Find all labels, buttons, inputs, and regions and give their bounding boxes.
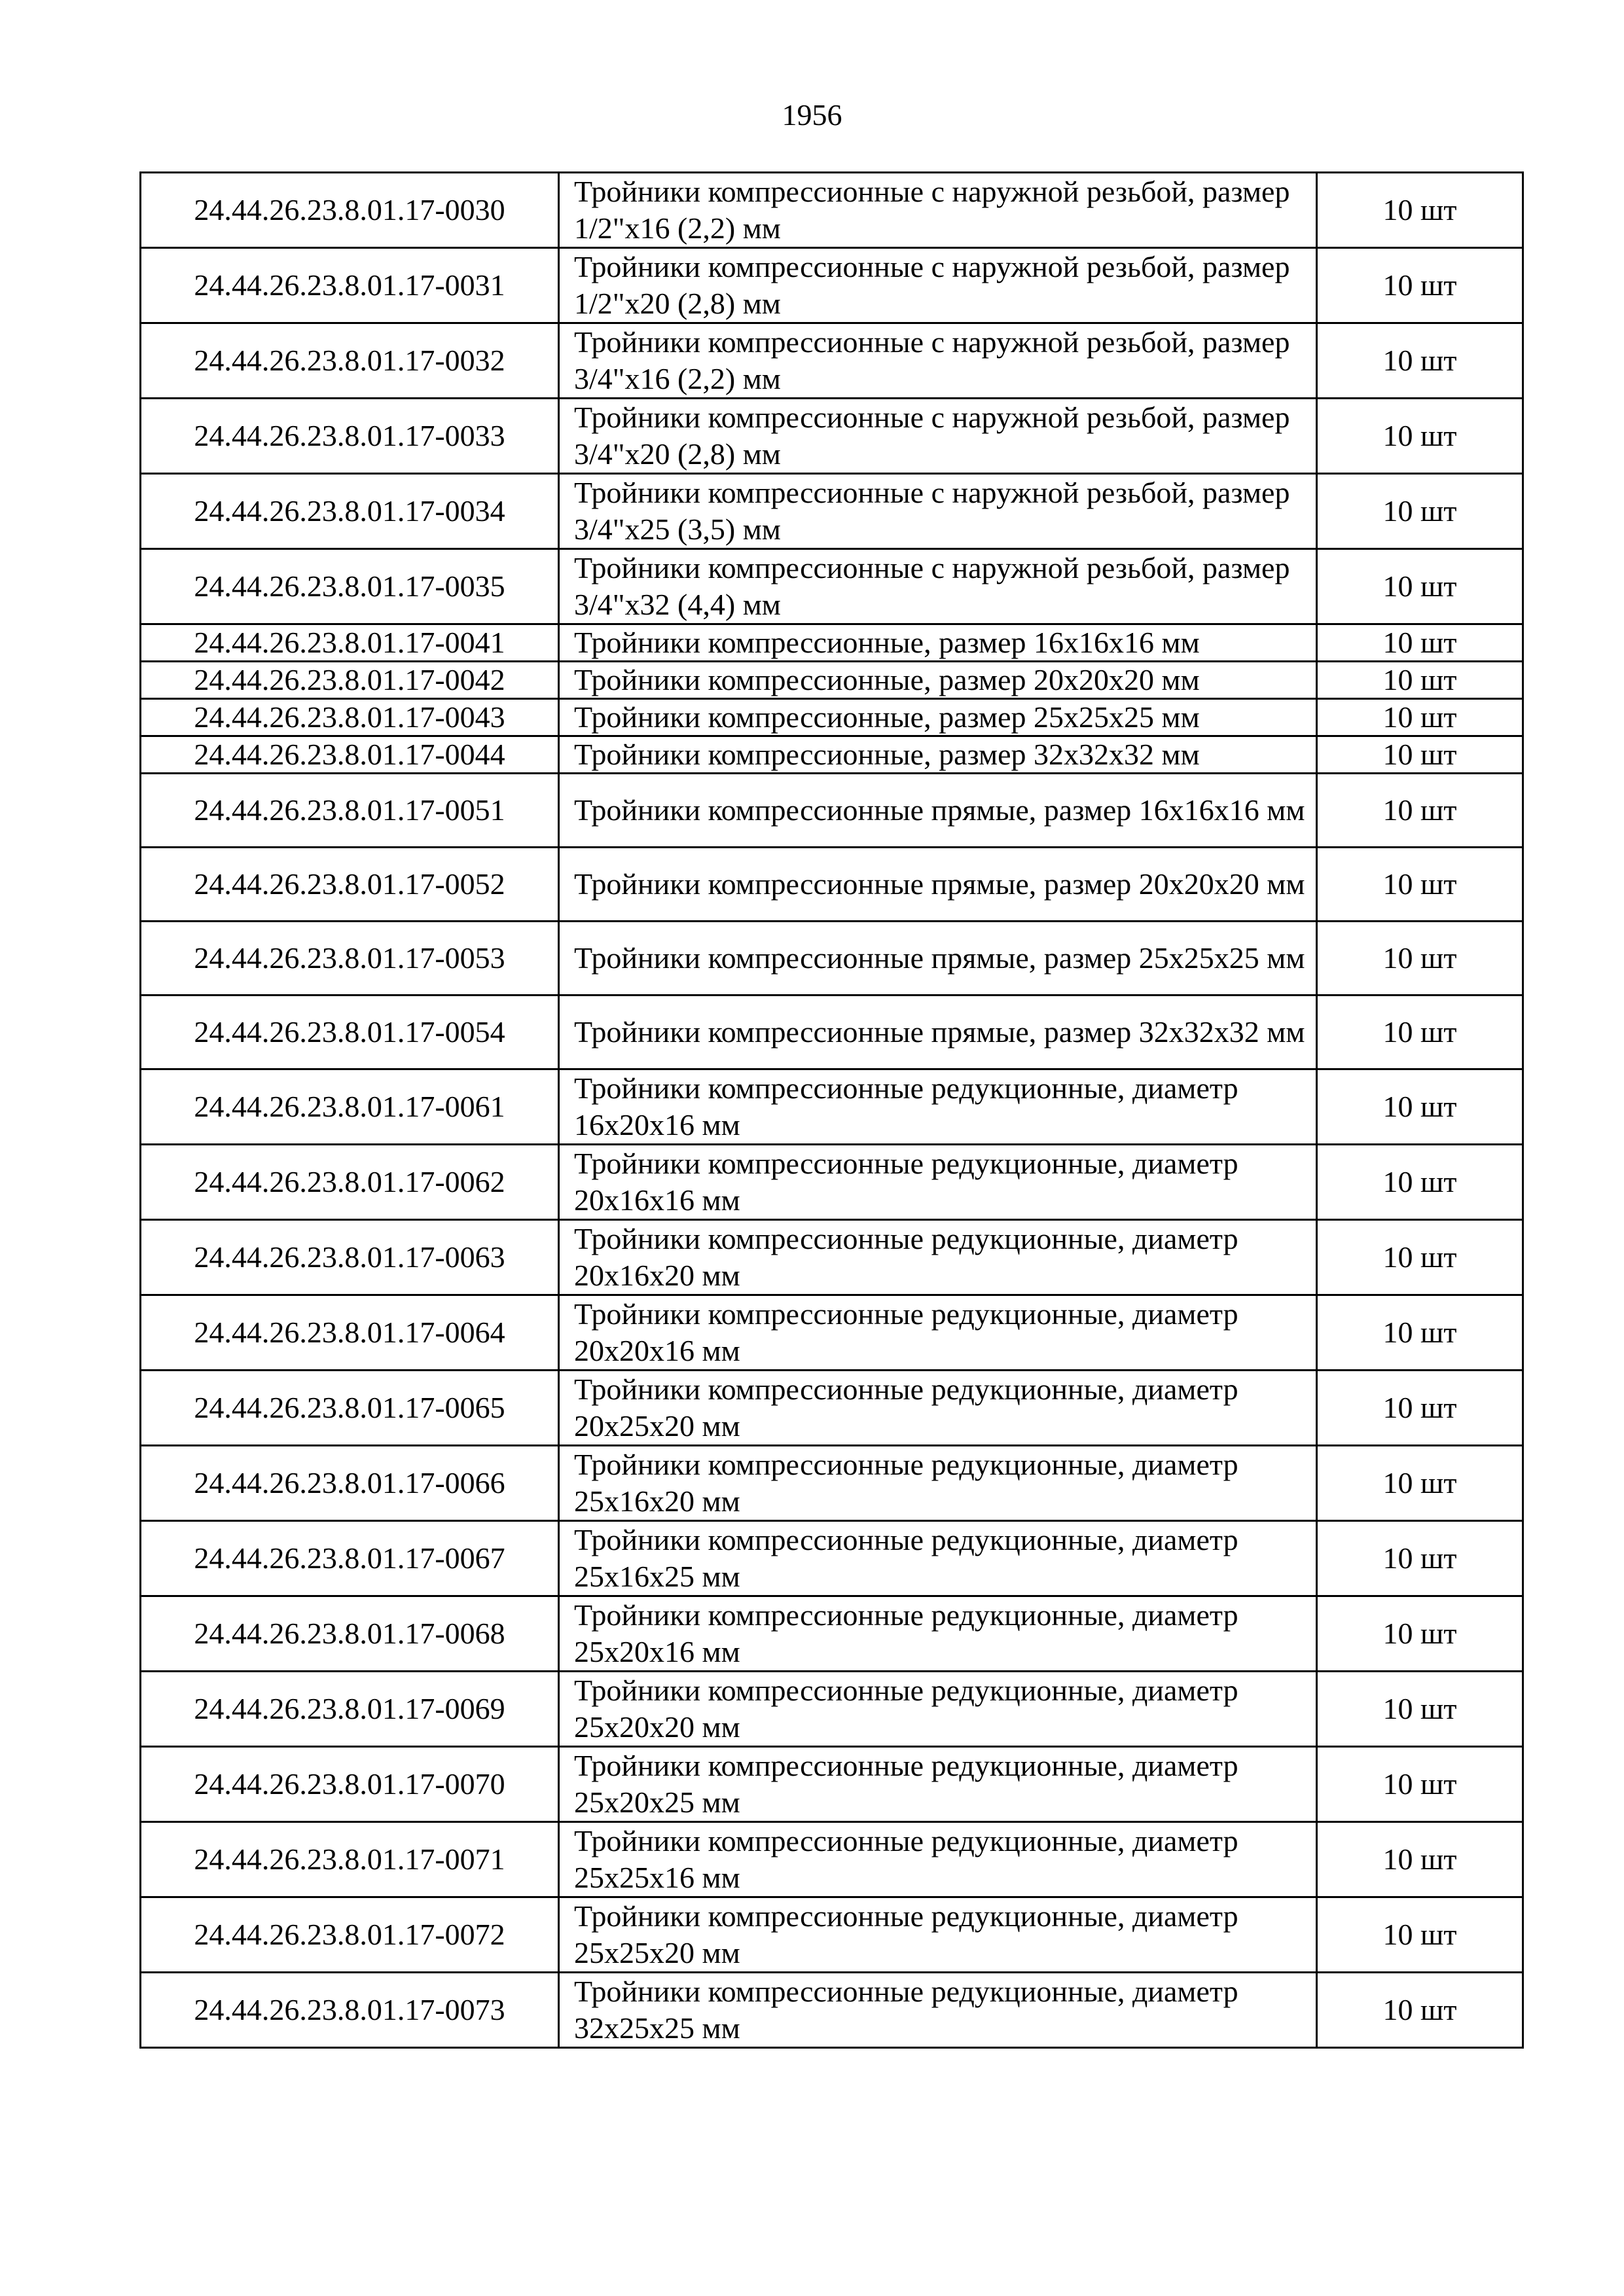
item-name: Тройники компрессионные с наружной резьбой, размер 3/4"х25 (3,5) мм: [559, 474, 1317, 549]
item-quantity: 10 шт: [1317, 248, 1523, 323]
item-quantity: 10 шт: [1317, 699, 1523, 736]
item-name: Тройники компрессионные с наружной резьбой, размер 3/4"х20 (2,8) мм: [559, 399, 1317, 474]
item-code: 24.44.26.23.8.01.17-0035: [141, 549, 559, 624]
item-code: 24.44.26.23.8.01.17-0054: [141, 996, 559, 1069]
item-code: 24.44.26.23.8.01.17-0064: [141, 1295, 559, 1371]
item-quantity: 10 шт: [1317, 1596, 1523, 1672]
item-name: Тройники компрессионные с наружной резьбой, размер 3/4"х16 (2,2) мм: [559, 323, 1317, 399]
item-name: Тройники компрессионные, размер 32х32х32 мм: [559, 736, 1317, 774]
item-code: 24.44.26.23.8.01.17-0069: [141, 1672, 559, 1747]
item-code: 24.44.26.23.8.01.17-0030: [141, 173, 559, 248]
table-row: [141, 996, 1523, 1069]
item-code: 24.44.26.23.8.01.17-0034: [141, 474, 559, 549]
table-row: [141, 699, 1523, 736]
item-quantity: 10 шт: [1317, 173, 1523, 248]
item-name: Тройники компрессионные, размер 20х20х20 мм: [559, 662, 1317, 699]
table-row: [141, 922, 1523, 996]
item-code: 24.44.26.23.8.01.17-0072: [141, 1897, 559, 1973]
item-code: 24.44.26.23.8.01.17-0031: [141, 248, 559, 323]
item-name: Тройники компрессионные прямые, размер 20х20х20 мм: [559, 848, 1317, 922]
table-row: [141, 1446, 1523, 1521]
item-quantity: 10 шт: [1317, 848, 1523, 922]
catalog-table-body: [141, 173, 1523, 2048]
item-name: Тройники компрессионные редукционные, диаметр 25х16х25 мм: [559, 1521, 1317, 1596]
table-row: [141, 1822, 1523, 1897]
item-quantity: 10 шт: [1317, 774, 1523, 848]
table-row: [141, 1897, 1523, 1973]
item-name: Тройники компрессионные редукционные, диаметр 25х20х16 мм: [559, 1596, 1317, 1672]
item-name: Тройники компрессионные редукционные, диаметр 25х25х20 мм: [559, 1897, 1317, 1973]
item-name: Тройники компрессионные с наружной резьбой, размер 1/2"х20 (2,8) мм: [559, 248, 1317, 323]
table-row: [141, 848, 1523, 922]
item-quantity: 10 шт: [1317, 1145, 1523, 1220]
table-row: [141, 399, 1523, 474]
item-name: Тройники компрессионные редукционные, диаметр 25х16х20 мм: [559, 1446, 1317, 1521]
table-row: [141, 1145, 1523, 1220]
item-name: Тройники компрессионные с наружной резьбой, размер 3/4"х32 (4,4) мм: [559, 549, 1317, 624]
table-row: [141, 248, 1523, 323]
item-quantity: 10 шт: [1317, 1672, 1523, 1747]
item-quantity: 10 шт: [1317, 1747, 1523, 1822]
item-code: 24.44.26.23.8.01.17-0051: [141, 774, 559, 848]
table-row: [141, 736, 1523, 774]
item-code: 24.44.26.23.8.01.17-0063: [141, 1220, 559, 1295]
item-name: Тройники компрессионные, размер 16х16х16 мм: [559, 624, 1317, 662]
item-quantity: 10 шт: [1317, 549, 1523, 624]
table-row: [141, 1295, 1523, 1371]
item-quantity: 10 шт: [1317, 323, 1523, 399]
table-row: [141, 1521, 1523, 1596]
item-code: 24.44.26.23.8.01.17-0066: [141, 1446, 559, 1521]
item-name: Тройники компрессионные с наружной резьбой, размер 1/2"х16 (2,2) мм: [559, 173, 1317, 248]
item-quantity: 10 шт: [1317, 399, 1523, 474]
item-quantity: 10 шт: [1317, 1069, 1523, 1145]
item-name: Тройники компрессионные, размер 25х25х25 мм: [559, 699, 1317, 736]
table-row: [141, 323, 1523, 399]
item-code: 24.44.26.23.8.01.17-0043: [141, 699, 559, 736]
table-row: [141, 1747, 1523, 1822]
item-quantity: 10 шт: [1317, 1521, 1523, 1596]
item-code: 24.44.26.23.8.01.17-0068: [141, 1596, 559, 1672]
item-code: 24.44.26.23.8.01.17-0033: [141, 399, 559, 474]
item-code: 24.44.26.23.8.01.17-0073: [141, 1973, 559, 2048]
item-name: Тройники компрессионные редукционные, диаметр 16х20х16 мм: [559, 1069, 1317, 1145]
item-name: Тройники компрессионные прямые, размер 25х25х25 мм: [559, 922, 1317, 996]
item-code: 24.44.26.23.8.01.17-0052: [141, 848, 559, 922]
item-name: Тройники компрессионные редукционные, диаметр 25х20х25 мм: [559, 1747, 1317, 1822]
table-row: [141, 1973, 1523, 2048]
table-row: [141, 549, 1523, 624]
item-name: Тройники компрессионные редукционные, диаметр 25х25х16 мм: [559, 1822, 1317, 1897]
item-code: 24.44.26.23.8.01.17-0062: [141, 1145, 559, 1220]
item-quantity: 10 шт: [1317, 1897, 1523, 1973]
item-code: 24.44.26.23.8.01.17-0070: [141, 1747, 559, 1822]
item-code: 24.44.26.23.8.01.17-0053: [141, 922, 559, 996]
item-name: Тройники компрессионные редукционные, диаметр 20х20х16 мм: [559, 1295, 1317, 1371]
table-row: [141, 1672, 1523, 1747]
item-quantity: 10 шт: [1317, 1446, 1523, 1521]
item-name: Тройники компрессионные редукционные, диаметр 32х25х25 мм: [559, 1973, 1317, 2048]
table-row: [141, 774, 1523, 848]
item-name: Тройники компрессионные прямые, размер 32х32х32 мм: [559, 996, 1317, 1069]
item-quantity: 10 шт: [1317, 662, 1523, 699]
table-row: [141, 1069, 1523, 1145]
item-quantity: 10 шт: [1317, 1371, 1523, 1446]
item-code: 24.44.26.23.8.01.17-0044: [141, 736, 559, 774]
table-row: [141, 624, 1523, 662]
item-code: 24.44.26.23.8.01.17-0042: [141, 662, 559, 699]
item-code: 24.44.26.23.8.01.17-0061: [141, 1069, 559, 1145]
item-code: 24.44.26.23.8.01.17-0071: [141, 1822, 559, 1897]
item-quantity: 10 шт: [1317, 736, 1523, 774]
item-code: 24.44.26.23.8.01.17-0065: [141, 1371, 559, 1446]
item-name: Тройники компрессионные редукционные, диаметр 20х16х16 мм: [559, 1145, 1317, 1220]
item-name: Тройники компрессионные редукционные, диаметр 25х20х20 мм: [559, 1672, 1317, 1747]
item-quantity: 10 шт: [1317, 1822, 1523, 1897]
item-name: Тройники компрессионные прямые, размер 16х16х16 мм: [559, 774, 1317, 848]
table-row: [141, 1220, 1523, 1295]
item-code: 24.44.26.23.8.01.17-0067: [141, 1521, 559, 1596]
item-name: Тройники компрессионные редукционные, диаметр 20х16х20 мм: [559, 1220, 1317, 1295]
item-quantity: 10 шт: [1317, 922, 1523, 996]
item-quantity: 10 шт: [1317, 1295, 1523, 1371]
catalog-table: [139, 171, 1524, 2049]
table-row: [141, 474, 1523, 549]
table-row: [141, 173, 1523, 248]
item-quantity: 10 шт: [1317, 1220, 1523, 1295]
page-number: 1956: [782, 98, 842, 132]
table-row: [141, 662, 1523, 699]
item-quantity: 10 шт: [1317, 996, 1523, 1069]
item-code: 24.44.26.23.8.01.17-0032: [141, 323, 559, 399]
item-quantity: 10 шт: [1317, 474, 1523, 549]
item-quantity: 10 шт: [1317, 1973, 1523, 2048]
table-row: [141, 1371, 1523, 1446]
item-quantity: 10 шт: [1317, 624, 1523, 662]
table-row: [141, 1596, 1523, 1672]
item-code: 24.44.26.23.8.01.17-0041: [141, 624, 559, 662]
item-name: Тройники компрессионные редукционные, диаметр 20х25х20 мм: [559, 1371, 1317, 1446]
